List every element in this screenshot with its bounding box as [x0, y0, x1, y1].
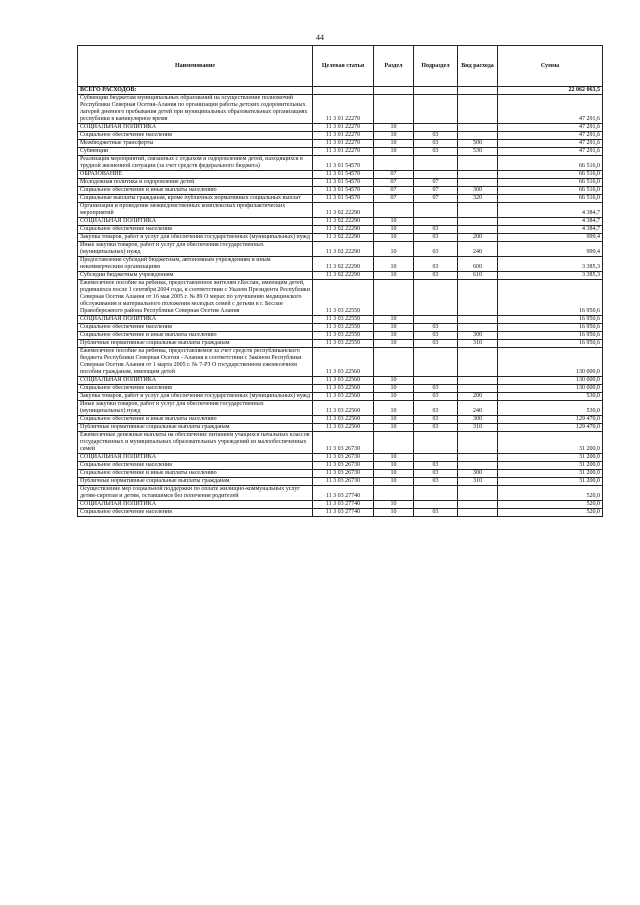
row-subsection — [414, 87, 458, 95]
row-sum: 47 291,6 — [498, 132, 603, 140]
row-sum: 31 200,0 — [498, 478, 603, 486]
row-sum: 31 200,0 — [498, 432, 603, 454]
row-target-article: 11 3 03 22560 — [313, 393, 374, 401]
row-target-article: 11 3 03 22550 — [313, 316, 374, 324]
table-row — [78, 348, 603, 377]
row-section: 07 — [374, 195, 414, 203]
row-target-article: 11 3 02 22290 — [313, 226, 374, 234]
row-target-article: 11 3 01 22270 — [313, 95, 374, 124]
row-target-article: 11 3 01 54570 — [313, 171, 374, 179]
row-section — [374, 95, 414, 124]
row-target-article: 11 3 01 22270 — [313, 124, 374, 132]
row-name: Закупка товаров, работ и услуг для обеспечения государственных (муниципальных) нужд — [78, 393, 313, 401]
row-section — [374, 348, 414, 377]
table-row — [78, 218, 603, 226]
row-target-article: 11 3 02 22290 — [313, 272, 374, 280]
row-expense-kind: 200 — [458, 393, 498, 401]
row-sum: 66 516,0 — [498, 195, 603, 203]
row-name: ВСЕГО РАСХОДОВ: — [78, 87, 313, 95]
table-row — [78, 340, 603, 348]
row-expense-kind — [458, 377, 498, 385]
row-target-article: 11 3 03 27740 — [313, 486, 374, 501]
row-name: Субсидии бюджетным учреждениям — [78, 272, 313, 280]
row-subsection — [414, 377, 458, 385]
row-section: 10 — [374, 316, 414, 324]
row-section: 10 — [374, 332, 414, 340]
row-sum: 47 291,6 — [498, 148, 603, 156]
row-subsection: 03 — [414, 340, 458, 348]
row-subsection: 03 — [414, 385, 458, 393]
expenditure-table — [77, 45, 603, 517]
row-expense-kind: 300 — [458, 416, 498, 424]
row-target-article: 11 3 03 22560 — [313, 401, 374, 416]
row-section: 10 — [374, 377, 414, 385]
row-expense-kind: 240 — [458, 401, 498, 416]
row-sum: 4 384,7 — [498, 203, 603, 218]
row-section: 10 — [374, 218, 414, 226]
table-row — [78, 234, 603, 242]
row-target-article: 11 3 03 26730 — [313, 478, 374, 486]
table-row — [78, 242, 603, 257]
row-subsection: 03 — [414, 242, 458, 257]
row-target-article: 11 3 03 22550 — [313, 280, 374, 316]
row-target-article: 11 3 03 26730 — [313, 462, 374, 470]
row-name: СОЦИАЛЬНАЯ ПОЛИТИКА — [78, 124, 313, 132]
row-sum: 3 385,3 — [498, 257, 603, 272]
row-name: Межбюджетные трансферты — [78, 140, 313, 148]
row-expense-kind — [458, 203, 498, 218]
row-target-article: 11 3 01 54570 — [313, 179, 374, 187]
row-name: Социальные выплаты гражданам, кроме публичных нормативных социальных выплат — [78, 195, 313, 203]
row-expense-kind — [458, 132, 498, 140]
row-section: 10 — [374, 226, 414, 234]
row-subsection: 03 — [414, 140, 458, 148]
header-sum: Сумма — [498, 46, 603, 87]
row-section — [374, 203, 414, 218]
row-section: 10 — [374, 385, 414, 393]
row-subsection: 07 — [414, 187, 458, 195]
row-section: 10 — [374, 454, 414, 462]
row-section: 10 — [374, 509, 414, 517]
table-row — [78, 470, 603, 478]
row-expense-kind: 310 — [458, 340, 498, 348]
row-section: 10 — [374, 470, 414, 478]
row-subsection — [414, 501, 458, 509]
table-row — [78, 148, 603, 156]
row-name: СОЦИАЛЬНАЯ ПОЛИТИКА — [78, 218, 313, 226]
row-sum: 22 062 063,5 — [498, 87, 603, 95]
row-target-article: 11 3 01 54570 — [313, 195, 374, 203]
row-name: Публичные нормативные социальные выплаты гражданам — [78, 424, 313, 432]
row-target-article: 11 3 03 26730 — [313, 432, 374, 454]
row-section: 10 — [374, 132, 414, 140]
row-subsection — [414, 486, 458, 501]
row-name: Социальное обеспечение и иные выплаты населению — [78, 187, 313, 195]
row-subsection — [414, 280, 458, 316]
row-expense-kind: 300 — [458, 332, 498, 340]
row-subsection: 03 — [414, 462, 458, 470]
row-target-article: 11 3 01 54570 — [313, 156, 374, 171]
row-target-article: 11 3 01 22270 — [313, 148, 374, 156]
row-section: 10 — [374, 242, 414, 257]
row-section: 10 — [374, 424, 414, 432]
row-expense-kind — [458, 348, 498, 377]
row-section: 10 — [374, 340, 414, 348]
header-section: Раздел — [374, 46, 414, 87]
row-name: Организация и проведение межведомственных комплексных профилактических мероприятий — [78, 203, 313, 218]
row-name: Социальное обеспечение населения — [78, 385, 313, 393]
table-row — [78, 416, 603, 424]
table-row — [78, 187, 603, 195]
row-expense-kind: 240 — [458, 242, 498, 257]
row-sum: 520,0 — [498, 501, 603, 509]
row-target-article: 11 3 03 22550 — [313, 332, 374, 340]
row-expense-kind: 610 — [458, 272, 498, 280]
row-subsection: 03 — [414, 272, 458, 280]
row-expense-kind — [458, 124, 498, 132]
row-subsection: 07 — [414, 195, 458, 203]
row-subsection: 03 — [414, 332, 458, 340]
table-row — [78, 132, 603, 140]
row-subsection: 03 — [414, 132, 458, 140]
row-sum: 16 950,6 — [498, 340, 603, 348]
row-expense-kind — [458, 316, 498, 324]
row-target-article: 11 3 01 22270 — [313, 132, 374, 140]
header-subsection: Подраздел — [414, 46, 458, 87]
row-expense-kind: 300 — [458, 187, 498, 195]
row-name: Социальное обеспечение населения — [78, 226, 313, 234]
row-sum: 66 516,0 — [498, 179, 603, 187]
row-subsection: 03 — [414, 401, 458, 416]
row-section: 10 — [374, 234, 414, 242]
table-row — [78, 377, 603, 385]
row-target-article: 11 3 03 26730 — [313, 454, 374, 462]
row-subsection: 03 — [414, 416, 458, 424]
row-sum: 31 200,0 — [498, 470, 603, 478]
row-sum: 520,0 — [498, 509, 603, 517]
table-body — [78, 87, 603, 517]
header-target-article: Целевая статья — [313, 46, 374, 87]
table-row — [78, 462, 603, 470]
row-subsection: 03 — [414, 393, 458, 401]
row-name: Социальное обеспечение и иные выплаты населению — [78, 416, 313, 424]
row-sum: 47 291,6 — [498, 124, 603, 132]
row-subsection: 03 — [414, 234, 458, 242]
row-sum: 4 384,7 — [498, 226, 603, 234]
row-expense-kind — [458, 432, 498, 454]
row-sum: 129 470,0 — [498, 424, 603, 432]
row-subsection: 03 — [414, 478, 458, 486]
row-sum: 129 470,0 — [498, 416, 603, 424]
row-name: СОЦИАЛЬНАЯ ПОЛИТИКА — [78, 454, 313, 462]
table-row — [78, 203, 603, 218]
row-sum: 4 384,7 — [498, 218, 603, 226]
table-row — [78, 124, 603, 132]
table-row — [78, 385, 603, 393]
row-name: СОЦИАЛЬНАЯ ПОЛИТИКА — [78, 377, 313, 385]
row-expense-kind — [458, 280, 498, 316]
row-sum: 47 291,6 — [498, 95, 603, 124]
row-target-article: 11 3 03 22560 — [313, 424, 374, 432]
row-sum: 130 000,0 — [498, 348, 603, 377]
row-target-article — [313, 87, 374, 95]
row-target-article: 11 3 03 22560 — [313, 348, 374, 377]
row-section — [374, 432, 414, 454]
row-section: 10 — [374, 401, 414, 416]
row-name: Осуществление мер социальной поддержки по оплате жилищно-коммунальных услуг детям-сиротам и детям, оставшимся без попечения родителей — [78, 486, 313, 501]
row-name: Ежемесячное пособие на ребенка, предоставляемое за счет средств республиканского бюджета Республики Северная Осетия - Алания в соответствии с Законом Республики Северная Осетия Алания от 1 марта 2005 г. № 7-РЗ О государственном ежемесячном пособии гражданам, имеющим детей — [78, 348, 313, 377]
row-section: 10 — [374, 478, 414, 486]
row-name: Субвенции — [78, 148, 313, 156]
row-subsection — [414, 432, 458, 454]
row-expense-kind — [458, 179, 498, 187]
row-subsection: 03 — [414, 226, 458, 234]
row-target-article: 11 3 03 26730 — [313, 470, 374, 478]
row-name: Иные закупки товаров, работ и услуг для обеспечения государственных (муниципальных) нужд — [78, 401, 313, 416]
row-sum: 999,4 — [498, 242, 603, 257]
page-number: 44 — [316, 33, 324, 42]
row-target-article: 11 3 02 22290 — [313, 203, 374, 218]
row-sum: 31 200,0 — [498, 462, 603, 470]
row-section: 07 — [374, 187, 414, 195]
row-name: Социальное обеспечение населения — [78, 462, 313, 470]
row-expense-kind: 500 — [458, 140, 498, 148]
row-expense-kind: 310 — [458, 424, 498, 432]
row-subsection — [414, 171, 458, 179]
table-row — [78, 324, 603, 332]
row-section: 10 — [374, 272, 414, 280]
row-expense-kind: 320 — [458, 195, 498, 203]
row-expense-kind: 600 — [458, 257, 498, 272]
row-name: Социальное обеспечение населения — [78, 509, 313, 517]
table-row — [78, 509, 603, 517]
row-name: Предоставление субсидий бюджетным, автономным учреждениям и иным некоммерческим организациям — [78, 257, 313, 272]
row-expense-kind — [458, 156, 498, 171]
row-subsection: 03 — [414, 148, 458, 156]
row-target-article: 11 3 01 22270 — [313, 140, 374, 148]
table-row — [78, 454, 603, 462]
row-subsection — [414, 454, 458, 462]
row-sum: 16 950,6 — [498, 316, 603, 324]
table-total-row — [78, 87, 603, 95]
row-section: 10 — [374, 124, 414, 132]
table-row — [78, 280, 603, 316]
row-sum: 130 000,0 — [498, 385, 603, 393]
row-section: 10 — [374, 148, 414, 156]
row-expense-kind: 310 — [458, 478, 498, 486]
table-row — [78, 432, 603, 454]
row-name: Закупка товаров, работ и услуг для обеспечения государственных (муниципальных) нужд — [78, 234, 313, 242]
row-target-article: 11 3 02 22290 — [313, 257, 374, 272]
table-row — [78, 272, 603, 280]
row-expense-kind — [458, 501, 498, 509]
row-sum: 999,4 — [498, 234, 603, 242]
row-name: Ежемесячное пособие на ребенка, предоставленное жителям г.Беслан, имеющим детей, родившихся после 1 сентября 2004 года, в соответствии с Указом Президента Республики Северная Осетия Алания от 16 мая 2005 г. № 89 О мерах по улучшению медицинского обслуживания и материального положения молодых семей с детьми в г. Беслан Правобережного района Республики Северная Осетия Алания — [78, 280, 313, 316]
row-sum: 16 950,6 — [498, 332, 603, 340]
row-name: Ежемесячные денежные выплаты на обеспечение питанием учащихся начальных классов государственных и муниципальных образовательных учреждений из малообеспеченных семей — [78, 432, 313, 454]
row-sum: 66 516,0 — [498, 171, 603, 179]
row-section: 10 — [374, 140, 414, 148]
row-subsection — [414, 124, 458, 132]
table-row — [78, 171, 603, 179]
row-subsection — [414, 95, 458, 124]
row-subsection — [414, 316, 458, 324]
row-expense-kind — [458, 486, 498, 501]
table-row — [78, 226, 603, 234]
row-subsection: 07 — [414, 179, 458, 187]
row-target-article: 11 3 03 22550 — [313, 324, 374, 332]
row-section: 10 — [374, 416, 414, 424]
table-row — [78, 140, 603, 148]
row-name: Социальное обеспечение населения — [78, 324, 313, 332]
row-target-article: 11 3 01 54570 — [313, 187, 374, 195]
row-section: 10 — [374, 462, 414, 470]
row-expense-kind — [458, 324, 498, 332]
row-sum: 520,0 — [498, 486, 603, 501]
row-name: СОЦИАЛЬНАЯ ПОЛИТИКА — [78, 316, 313, 324]
table-row — [78, 393, 603, 401]
row-name: Субвенции бюджетам муниципальных образований на осуществление полномочий Республики Северная Осетия-Алания по организации работы детских оздоровительных лагерей дневного пребывания детей при муниципальных образовательных организациях республики в каникулярное время — [78, 95, 313, 124]
row-name: Реализация мероприятий, связанных с отдыхом и оздоровлением детей, находящихся в трудной жизненной ситуации (за счет средств федерального бюджета) — [78, 156, 313, 171]
table-row — [78, 501, 603, 509]
row-target-article: 11 3 03 22550 — [313, 340, 374, 348]
row-section — [374, 87, 414, 95]
row-sum: 130 000,0 — [498, 377, 603, 385]
row-expense-kind: 300 — [458, 470, 498, 478]
row-section: 07 — [374, 171, 414, 179]
row-section — [374, 486, 414, 501]
row-section — [374, 280, 414, 316]
row-expense-kind: 530 — [458, 148, 498, 156]
row-sum: 47 291,6 — [498, 140, 603, 148]
table-row — [78, 316, 603, 324]
row-sum: 530,0 — [498, 401, 603, 416]
row-section — [374, 156, 414, 171]
row-name: Иные закупки товаров, работ и услуг для обеспечения государственных (муниципальных) нужд — [78, 242, 313, 257]
row-section: 10 — [374, 257, 414, 272]
row-expense-kind — [458, 87, 498, 95]
row-name: Публичные нормативные социальные выплаты гражданам — [78, 478, 313, 486]
row-section: 07 — [374, 179, 414, 187]
row-subsection — [414, 348, 458, 377]
row-sum: 16 950,6 — [498, 324, 603, 332]
row-subsection — [414, 203, 458, 218]
row-section: 10 — [374, 393, 414, 401]
table-header-row — [78, 46, 603, 87]
row-expense-kind — [458, 218, 498, 226]
row-name: Молодежная политика и оздоровление детей — [78, 179, 313, 187]
row-subsection: 03 — [414, 509, 458, 517]
row-name: ОБРАЗОВАНИЕ — [78, 171, 313, 179]
row-name: Публичные нормативные социальные выплаты гражданам — [78, 340, 313, 348]
table-row — [78, 95, 603, 124]
row-section: 10 — [374, 324, 414, 332]
row-sum: 16 950,6 — [498, 280, 603, 316]
table-row — [78, 195, 603, 203]
row-expense-kind — [458, 171, 498, 179]
row-name: СОЦИАЛЬНАЯ ПОЛИТИКА — [78, 501, 313, 509]
row-expense-kind — [458, 454, 498, 462]
row-target-article: 11 3 02 22290 — [313, 242, 374, 257]
table-row — [78, 424, 603, 432]
row-expense-kind: 200 — [458, 234, 498, 242]
table-row — [78, 401, 603, 416]
row-sum: 66 516,0 — [498, 187, 603, 195]
row-target-article: 11 3 03 22560 — [313, 377, 374, 385]
table-row — [78, 478, 603, 486]
table-row — [78, 156, 603, 171]
table-row — [78, 486, 603, 501]
row-expense-kind — [458, 509, 498, 517]
row-sum: 31 200,0 — [498, 454, 603, 462]
row-expense-kind — [458, 226, 498, 234]
row-subsection: 03 — [414, 470, 458, 478]
row-target-article: 11 3 03 22560 — [313, 416, 374, 424]
row-target-article: 11 3 02 22290 — [313, 218, 374, 226]
row-name: Социальное обеспечение и иные выплаты населению — [78, 332, 313, 340]
row-target-article: 11 3 03 22560 — [313, 385, 374, 393]
row-subsection — [414, 156, 458, 171]
row-subsection: 03 — [414, 424, 458, 432]
row-name: Социальное обеспечение и иные выплаты населению — [78, 470, 313, 478]
row-target-article: 11 3 03 27740 — [313, 501, 374, 509]
row-sum: 530,0 — [498, 393, 603, 401]
table-row — [78, 257, 603, 272]
row-subsection — [414, 218, 458, 226]
table-row — [78, 179, 603, 187]
row-section: 10 — [374, 501, 414, 509]
row-target-article: 11 3 03 27740 — [313, 509, 374, 517]
header-name: Наименование — [78, 46, 313, 87]
row-subsection: 03 — [414, 324, 458, 332]
row-expense-kind — [458, 95, 498, 124]
row-sum: 3 385,3 — [498, 272, 603, 280]
row-name: Социальное обеспечение населения — [78, 132, 313, 140]
row-sum: 66 516,0 — [498, 156, 603, 171]
table-row — [78, 332, 603, 340]
header-expense-kind: Вид расхода — [458, 46, 498, 87]
row-subsection: 03 — [414, 257, 458, 272]
row-target-article: 11 3 02 22290 — [313, 234, 374, 242]
row-expense-kind — [458, 385, 498, 393]
row-expense-kind — [458, 462, 498, 470]
